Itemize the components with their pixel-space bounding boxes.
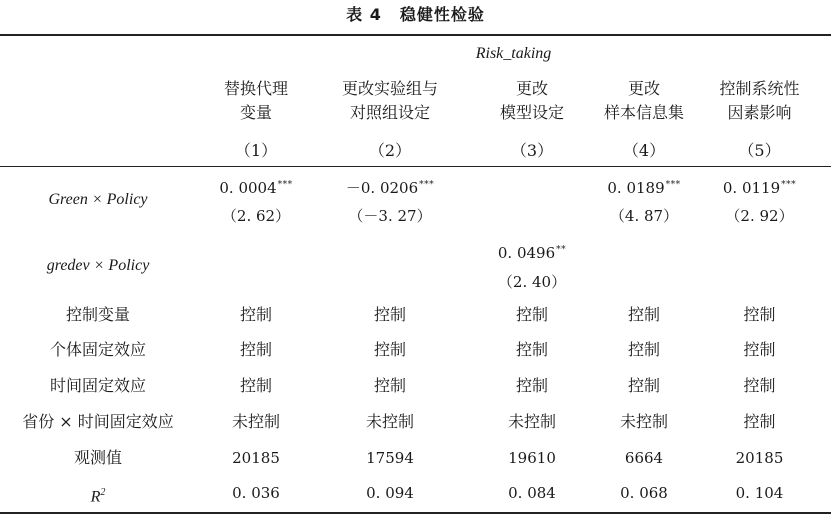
table-cell: 控制 (239, 376, 272, 395)
table-cell: 控制 (239, 340, 272, 359)
col5-index: （5） (738, 141, 781, 160)
coef-value: 0. 0496 (497, 244, 556, 262)
table-cell: 控制 (743, 305, 776, 324)
r-squared-exponent: 2 (100, 487, 106, 498)
coef-value: －0. 0206 (345, 179, 419, 197)
row-label-green-policy: Green × Policy (48, 191, 148, 208)
t-stat: （2. 62） (221, 207, 291, 225)
col4-index: （4） (622, 141, 666, 160)
table-cell: 控制 (373, 305, 406, 324)
table-cell: 17594 (366, 449, 414, 467)
col4-header-line2: 样本信息集 (603, 103, 684, 122)
t-stat: （－3. 27） (348, 207, 432, 225)
row-label-gredev-policy: gredev × Policy (46, 257, 150, 274)
table-cell: 6664 (624, 449, 664, 467)
table-cell: 控制 (515, 305, 548, 324)
col1-header-line1: 替换代理 (223, 79, 288, 98)
table-title (0, 2, 831, 25)
coef-cell (196, 175, 316, 198)
top-rule (0, 34, 831, 36)
coef-cell (688, 175, 831, 198)
table-cell: 未控制 (507, 412, 556, 431)
table-cell: 20185 (232, 449, 280, 467)
table-cell: 控制 (627, 340, 660, 359)
table-cell: 未控制 (365, 412, 414, 431)
table-cell: 控制 (373, 340, 406, 359)
col2-header-line1: 更改实验组与 (341, 79, 438, 98)
dependent-variable: Risk_taking (475, 45, 552, 62)
table-cell: 19610 (508, 449, 556, 467)
coef-value: 0. 0004 (219, 179, 277, 197)
coef-cell (600, 175, 688, 198)
table-cell: 控制 (743, 376, 776, 395)
coef-cell (316, 175, 464, 198)
col1-header-line2: 变量 (239, 103, 272, 122)
table-cell: 0. 104 (735, 484, 784, 502)
table-cell: 0. 068 (620, 484, 668, 502)
table-cell: 0. 036 (232, 484, 280, 502)
row-label-individual-fe: 个体固定效应 (49, 340, 146, 359)
row-label-province-time-fe: 省份 × 时间固定效应 (22, 412, 174, 431)
bottom-rule (0, 512, 831, 514)
col4-header-line1: 更改 (627, 79, 660, 98)
table-cell: 控制 (743, 412, 776, 431)
col2-header-line2: 对照组设定 (349, 103, 430, 122)
r-squared-base: R (90, 488, 101, 506)
table-cell: 控制 (627, 376, 660, 395)
table-cell: 控制 (515, 340, 548, 359)
table-cell: 控制 (373, 376, 406, 395)
col3-index: （3） (510, 141, 554, 160)
table-cell: 控制 (627, 305, 660, 324)
col2-index: （2） (368, 141, 412, 160)
t-stat: （2. 92） (725, 207, 794, 225)
table-cell: 未控制 (231, 412, 280, 431)
row-label-time-fe: 时间固定效应 (49, 376, 146, 395)
row-label-r-squared (0, 483, 196, 507)
t-stat: （2. 40） (497, 273, 567, 291)
table-cell: 控制 (239, 305, 272, 324)
table-cell: 0. 084 (508, 484, 556, 502)
table-cell: 20185 (735, 449, 784, 467)
significance-stars: *** (277, 180, 293, 190)
table-caption: 稳健性检验 (399, 5, 485, 24)
table-cell: 0. 094 (366, 484, 414, 502)
significance-stars: *** (665, 180, 681, 190)
col3-header-line1: 更改 (515, 79, 548, 98)
coef-value: 0. 0119 (722, 179, 781, 197)
significance-stars: *** (781, 180, 797, 190)
table-cell: 控制 (515, 376, 548, 395)
row-label-controls: 控制变量 (65, 305, 130, 324)
col5-header-line2: 因素影响 (727, 103, 792, 122)
significance-stars: *** (419, 180, 435, 190)
table-cell: 控制 (743, 340, 776, 359)
row-label-observations: 观测值 (73, 448, 122, 467)
t-stat: （4. 87） (609, 207, 679, 225)
significance-stars: ** (556, 245, 567, 255)
col1-index: （1） (234, 141, 278, 160)
table-cell: 未控制 (619, 412, 668, 431)
coef-value: 0. 0189 (607, 179, 665, 197)
col5-header-line1: 控制系统性 (719, 79, 800, 98)
coef-cell (464, 240, 600, 263)
header-rule (0, 166, 831, 167)
table-number: 表 4 (346, 5, 382, 24)
col3-header-line2: 模型设定 (499, 103, 564, 122)
